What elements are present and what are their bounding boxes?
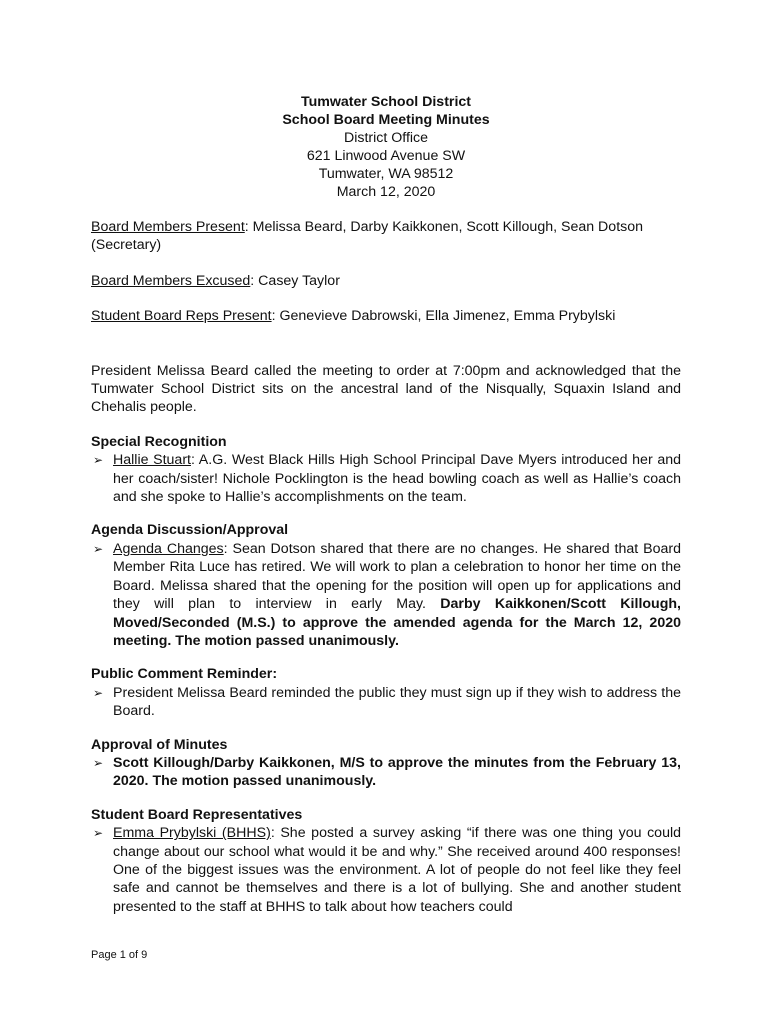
district-name: Tumwater School District	[300, 94, 471, 110]
document-title: School Board Meeting Minutes	[282, 112, 490, 128]
motion-text: Scott Killough/Darby Kaikkonen, M/S to approve the minutes from the February 13, 2020. The motion passed unanimously.	[113, 754, 681, 790]
document-body	[91, 93, 681, 916]
bullet-text: : She posted a survey asking “if there was one thing you could change about our school what would it be and why.” She received around 400 responses! One of the biggest issues was the environment. A lot of people do not feel like they feel safe and cannot be themselves and there is a lot of bullying. She and another student presented to the staff at BHHS to talk about how teachers could	[113, 825, 682, 915]
bullet-label: Hallie Stuart	[113, 452, 191, 469]
minutes-title: Approval of Minutes	[91, 736, 228, 753]
arrow-bullet-icon: ➢	[93, 453, 104, 468]
location-name: District Office	[343, 130, 429, 146]
excused-value: : Casey Taylor	[250, 272, 340, 289]
bullet-label: Agenda Changes	[113, 540, 224, 557]
arrow-bullet-icon: ➢	[93, 541, 104, 556]
student-reps-section	[91, 806, 681, 916]
meeting-location	[91, 129, 681, 201]
minutes-section	[91, 736, 681, 791]
board-members-excused	[91, 272, 681, 290]
arrow-bullet-icon: ➢	[93, 755, 104, 770]
bullet-text: : A.G. West Black Hills High School Principal Dave Myers introduced her and her coach/sister! Nichole Pocklington is the head bowling coach as well as Hallie’s coach and she spoke to Hallie’s accomplishments on the team.	[113, 452, 681, 506]
board-members-present	[91, 218, 681, 255]
bullet-text: President Melissa Beard reminded the public they must sign up if they wish to address the Board.	[113, 684, 681, 720]
bullet-label: Emma Prybylski (BHHS)	[113, 825, 271, 842]
special-recognition-title: Special Recognition	[91, 433, 227, 450]
student-label: Student Board Reps Present	[91, 308, 272, 325]
bullet-item	[91, 451, 681, 506]
student-value: : Genevieve Dabrowski, Ella Jimenez, Emma Prybylski	[271, 308, 616, 325]
agenda-section	[91, 521, 681, 650]
student-reps-present	[91, 307, 681, 325]
present-label: Board Members Present	[91, 219, 245, 235]
location-city: Tumwater, WA 98512	[318, 166, 454, 182]
public-comment-section	[91, 665, 681, 720]
bullet-item	[91, 824, 681, 916]
document-header	[91, 93, 681, 129]
student-reps-title: Student Board Representatives	[91, 806, 303, 823]
meeting-intro: President Melissa Beard called the meeting to order at 7:00pm and acknowledged that the Tumwater School District sits on the ancestral land of the Nisqually, Squaxin Island and Chehalis people.	[91, 362, 681, 416]
bullet-item	[91, 754, 681, 791]
agenda-title: Agenda Discussion/Approval	[91, 522, 289, 539]
bullet-item	[91, 540, 681, 650]
page-number: Page 1 of 9	[91, 949, 148, 961]
motion-text: Darby Kaikkonen/Scott Killough, Moved/Seconded (M.S.) to approve the amended agenda for the March 12, 2020 meeting. The motion passed unanimously.	[113, 596, 681, 649]
excused-label: Board Members Excused	[91, 272, 251, 289]
bullet-item	[91, 684, 681, 721]
location-street: 621 Linwood Avenue SW	[306, 148, 466, 164]
special-recognition-section	[91, 433, 681, 507]
public-comment-title: Public Comment Reminder:	[91, 666, 278, 683]
arrow-bullet-icon: ➢	[93, 685, 104, 700]
arrow-bullet-icon: ➢	[93, 826, 104, 841]
present-value: : Melissa Beard, Darby Kaikkonen, Scott Killough, Sean Dotson (Secretary)	[91, 219, 644, 254]
bullet-text: : Sean Dotson shared that there are no changes. He shared that Board Member Rita Luce has retired. We will work to plan a celebration to honor her time on the Board. Melissa shared that the opening for the position will open up for applications and they will plan to interview in early May.	[113, 540, 681, 613]
meeting-date: March 12, 2020	[336, 184, 436, 200]
